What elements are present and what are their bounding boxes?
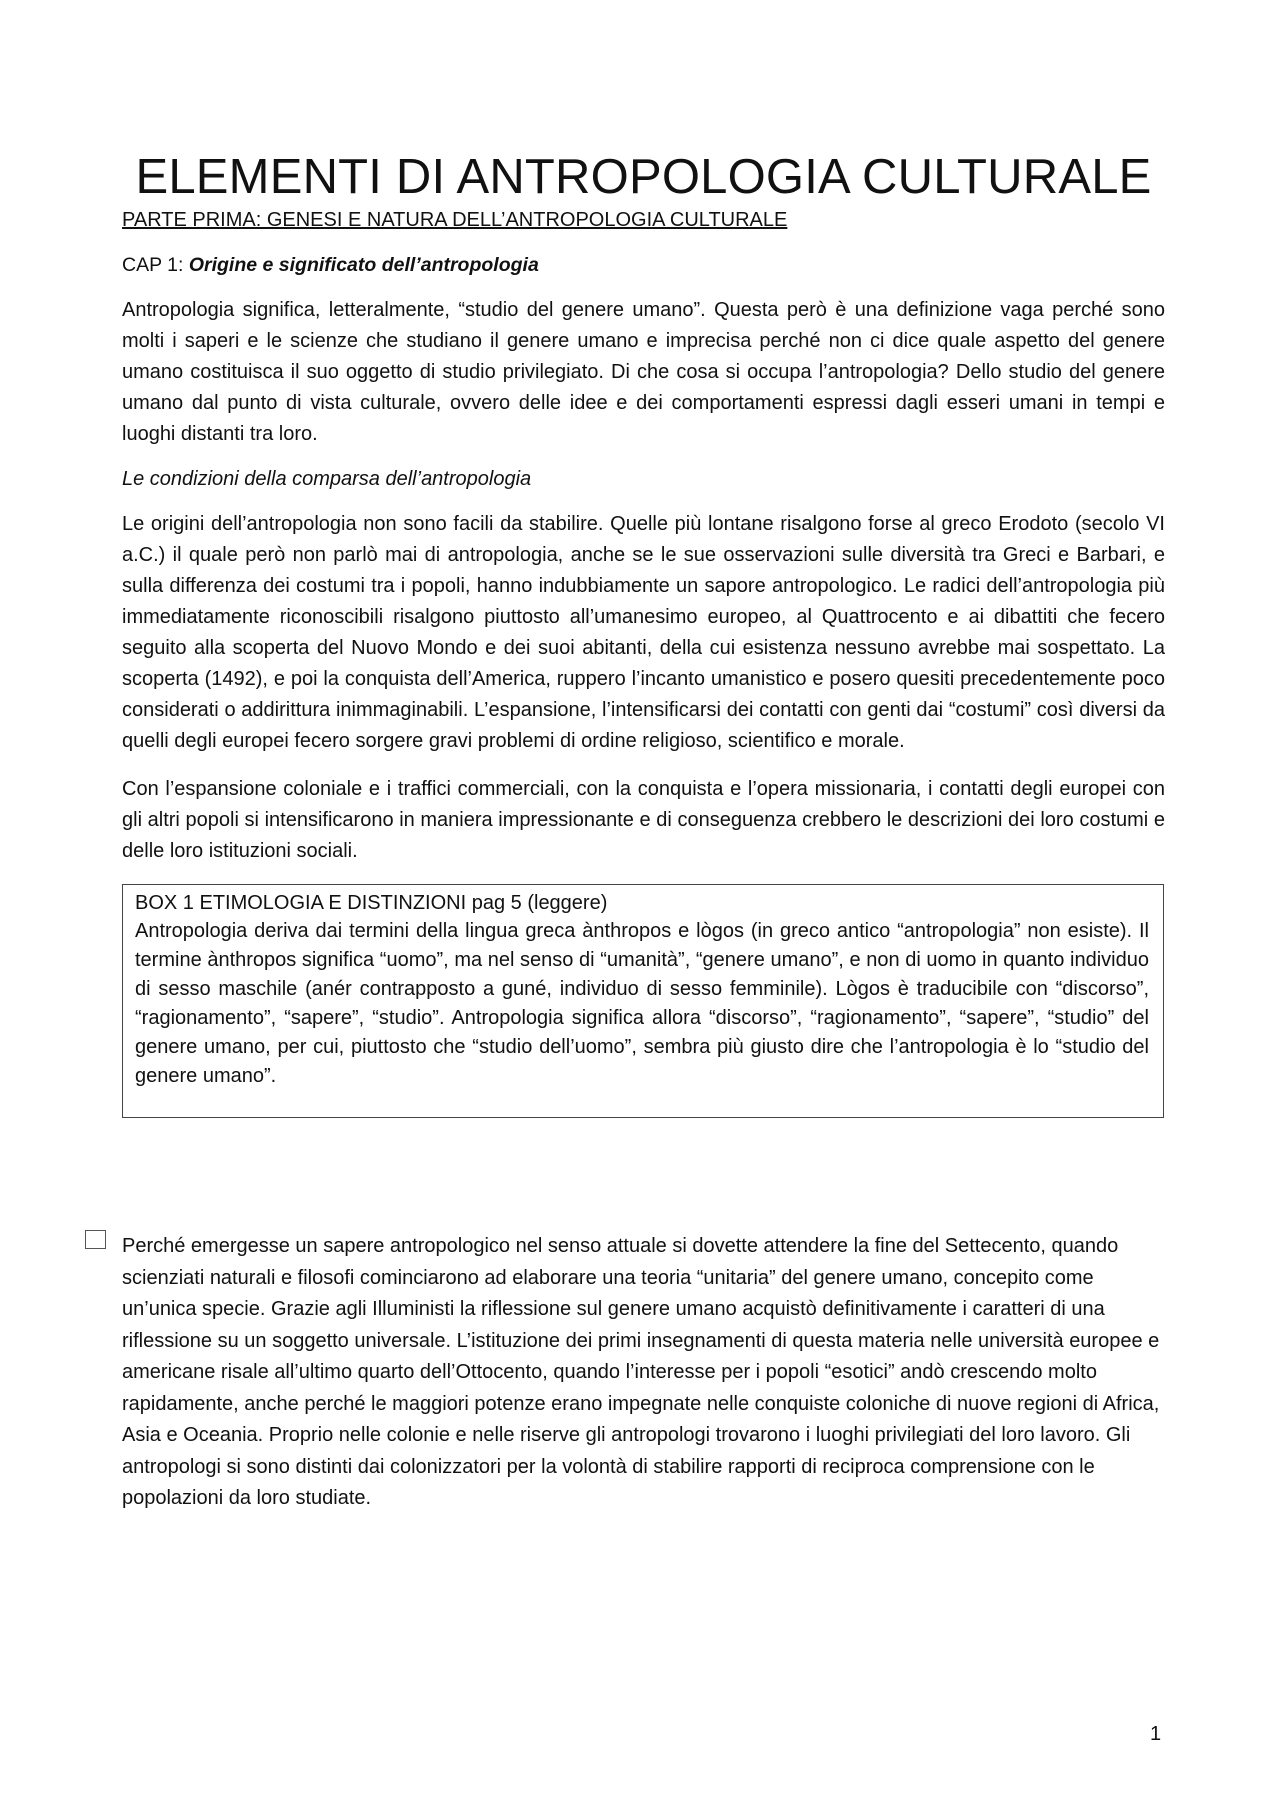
document-title: ELEMENTI DI ANTROPOLOGIA CULTURALE xyxy=(135,150,1152,204)
paragraph-4: Perché emergesse un sapere antropologico nel senso attuale si dovette attendere la fine del Settecento, quando scienziati naturali e filosofi cominciarono ad elaborare una teoria “unitaria” del genere umano, concepito come un’unica specie. Grazie agli Illuministi la riflessione sul genere umano acquistò definitivamente i caratteri di una riflessione su un soggetto universale. L’istituzione dei primi insegnamenti di questa materia nelle università europee e americane risale all’ultimo quarto dell’Ottocento, quando l’interesse per i popoli “esotici” andò crescendo molto rapidamente, anche perché le maggiori potenze erano impegnate nelle conquiste coloniche di nuove regioni di Africa, Asia e Oceania. Proprio nelle colonie e nelle riserve gli antropologi trovarono i luoghi privilegiati del loro lavoro. Gli antropologi si sono distinti dai colonizzatori per la volontà di stabilire rapporti di reciproca comprensione con le popolazioni da loro studiate. xyxy=(122,1235,1160,1509)
box-text: Antropologia deriva dai termini della lingua greca ànthropos e lògos (in greco antico “antropologia” non esiste). Il termine ànthropos significa “uomo”, ma nel senso di “umanità”, “genere umano”, e non di uomo in quanto individuo di sesso maschile (anér contrapposto a guné, individuo di sesso femminile). Lògos è traducibile con “discorso”, “ragionamento”, “sapere”, “studio”. Antropologia significa allora “discorso”, “ragionamento”, “sapere”, “studio” del genere umano, per cui, piuttosto che “studio dell’uomo”, sembra più giusto dire che l’antropologia è lo “studio del genere umano”. xyxy=(135,920,1149,1088)
page-number: 1 xyxy=(1150,1723,1162,1745)
paragraph-3: Con l’espansione coloniale e i traffici commerciali, con la conquista e l’opera missionaria, i contatti degli europei con gli altri popoli si intensificarono in maniera impressionante e di conseguenza crebbero le descrizioni dei loro costumi e delle loro istituzioni sociali. xyxy=(122,778,1165,863)
chapter-heading xyxy=(122,253,1165,278)
box-title: BOX 1 ETIMOLOGIA E DISTINZIONI pag 5 (leggere) xyxy=(135,892,608,915)
page-content xyxy=(122,150,1165,1118)
paragraph-1: Antropologia significa, letteralmente, “studio del genere umano”. Questa però è una definizione vaga perché sono molti i saperi e le scienze che studiano il genere umano e imprecisa perché non ci dice quale aspetto del genere umano costituisca il suo oggetto di studio privilegiato. Di che cosa si occupa l’antropologia? Dello studio del genere umano dal punto di vista culturale, ovvero delle idee e dei comportamenti espressi dagli esseri umani in tempi e luoghi distanti tra loro. xyxy=(122,299,1165,446)
paragraph-2: Le origini dell’antropologia non sono facili da stabilire. Quelle più lontane risalgono forse al greco Erodoto (secolo VI a.C.) il quale però non parlò mai di antropologia, anche se le sue osservazioni sulle diversità tra Greci e Barbari, e sulla differenza dei costumi tra i popoli, hanno indubbiamente un sapore antropologico. Le radici dell’antropologia più immediatamente riconoscibili risalgono piuttosto all’umanesimo europeo, al Quattrocento e ai dibattiti che fecero seguito alla scoperta del Nuovo Mondo e dei suoi abitanti, della cui esistenza nessuno avrebbe mai sospettato. La scoperta (1492), e poi la conquista dell’America, ruppero l’incanto umanistico e posero quesiti precedentemente poco considerati o addirittura inimmaginabili. L’espansione, l’intensificarsi dei contatti con genti dai “costumi” così diversi da quelli degli europei fecero sorgere gravi problemi di ordine religioso, scientifico e morale. xyxy=(122,513,1165,753)
etymology-box xyxy=(122,884,1164,1118)
checkbox[interactable] xyxy=(85,1230,106,1249)
chapter-prefix: CAP 1: xyxy=(122,253,189,276)
section-heading: Le condizioni della comparsa dell’antropologia xyxy=(122,468,532,491)
part-title: PARTE PRIMA: GENESI E NATURA DELL’ANTROPOLOGIA CULTURALE xyxy=(122,208,788,231)
chapter-name: Origine e significato dell’antropologia xyxy=(188,253,539,276)
